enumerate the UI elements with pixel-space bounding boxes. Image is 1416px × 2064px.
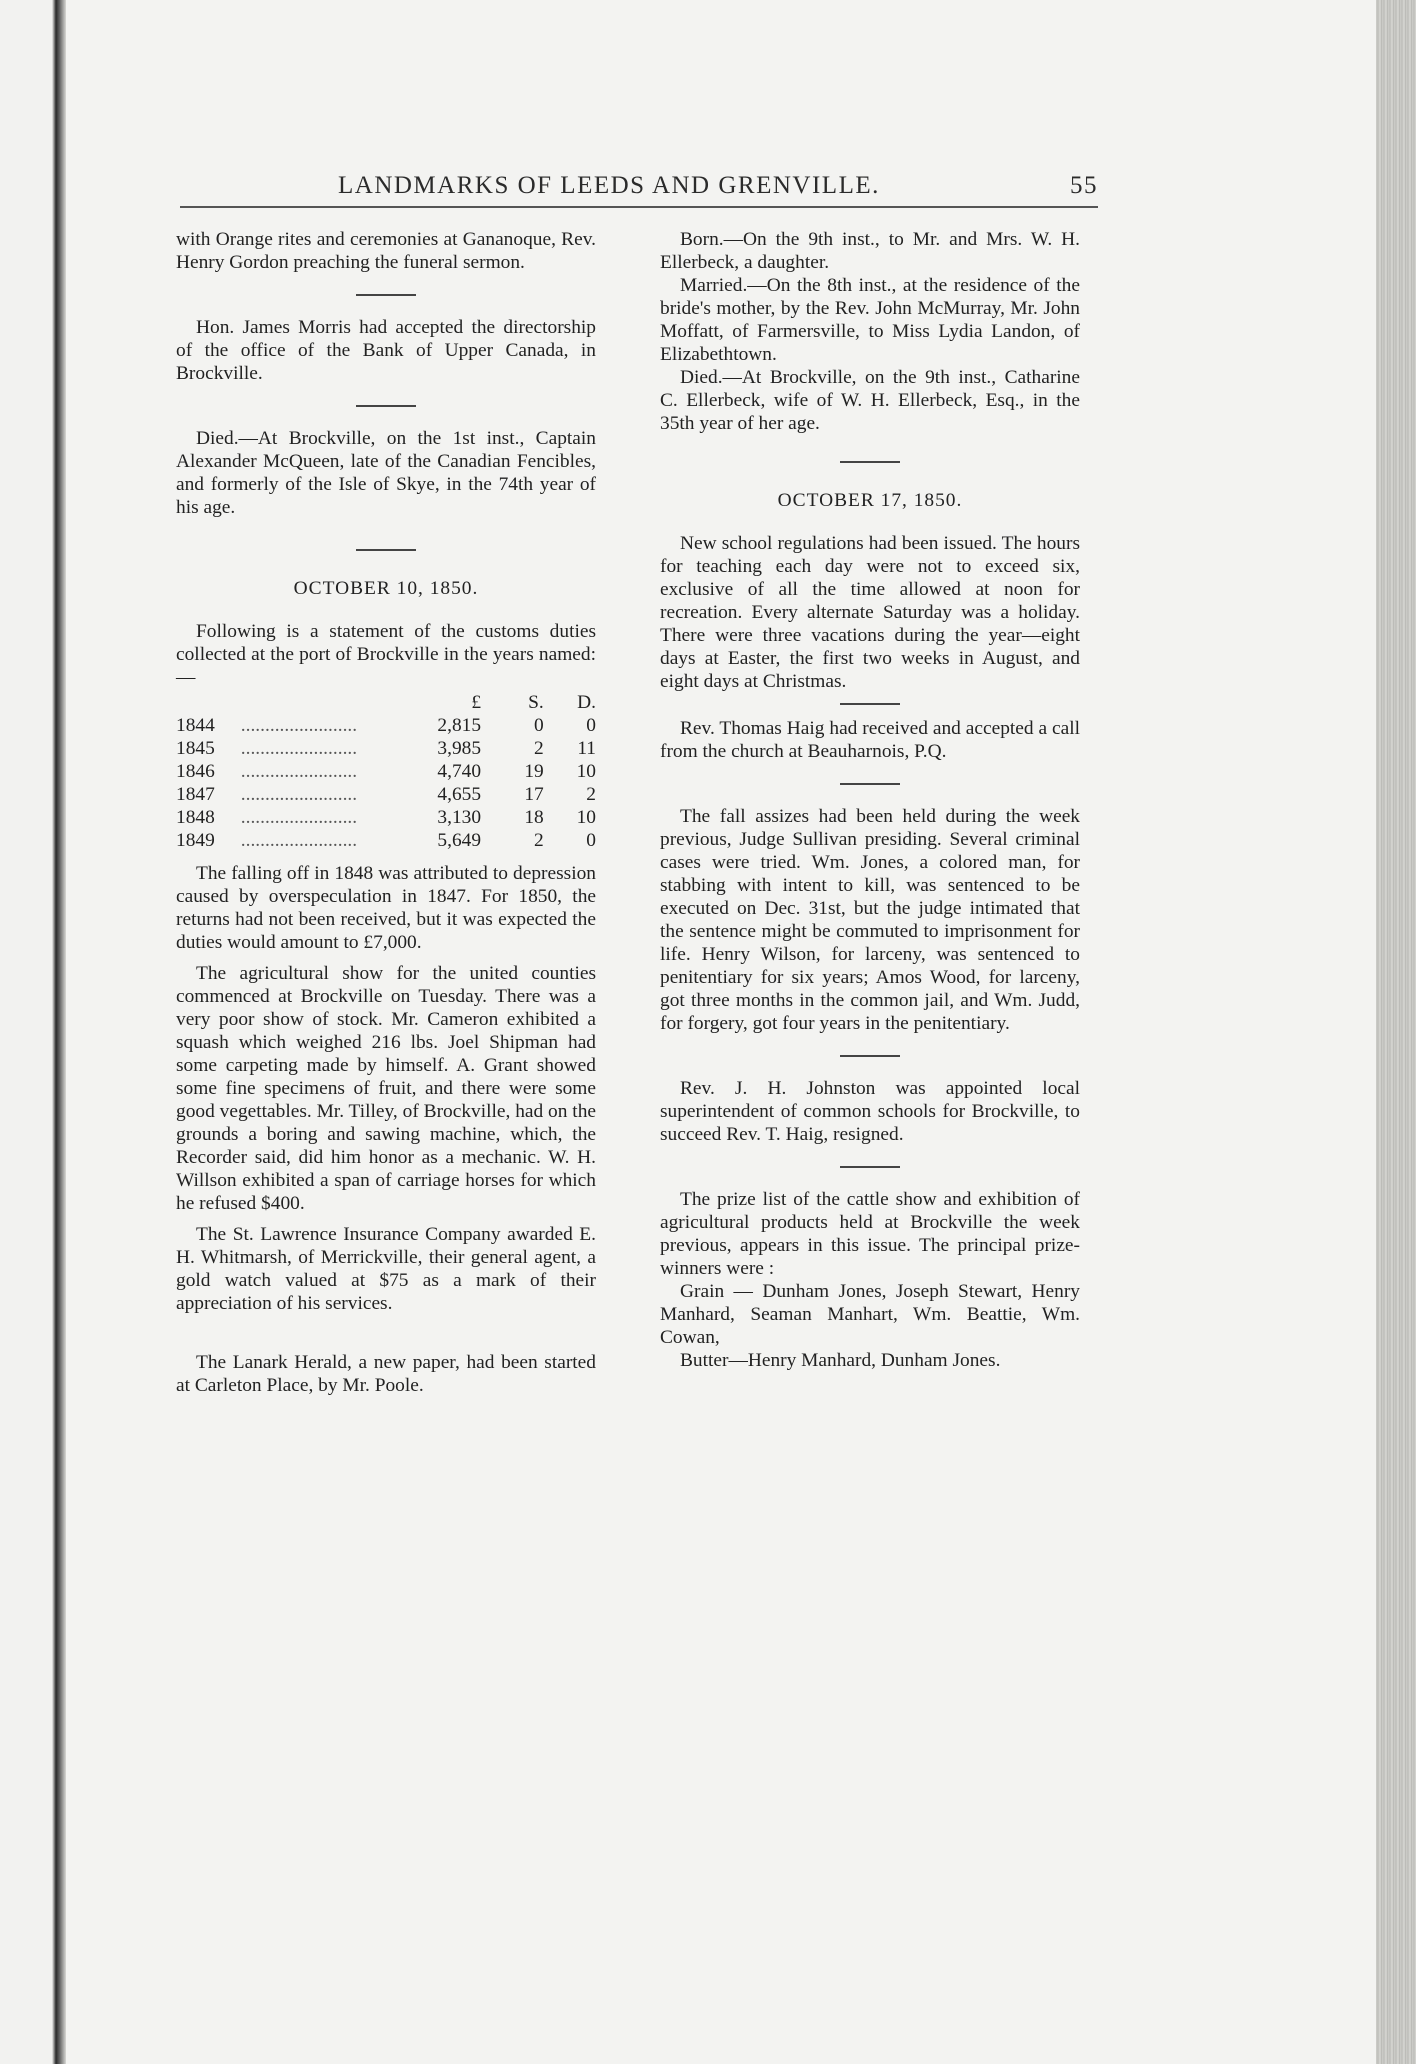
- column-header: £: [471, 692, 482, 713]
- section-divider: [356, 405, 416, 407]
- section-divider: [840, 703, 900, 705]
- column-header: D.: [577, 692, 596, 713]
- paragraph: The St. Lawrence Insurance Company awarded E. H. Whitmarsh, of Merrickville, their general agent, a gold watch valued at $75 as a mark of their appreciation of his services.: [176, 1224, 596, 1314]
- table-row: 1848 ........................ 3,130 18 10: [176, 807, 596, 828]
- paragraph: The prize list of the cattle show and exhibition of agricultural products held at Brockville the week previous, appears in this issue. The principal prize-winners were :: [660, 1189, 1080, 1279]
- date-heading: OCTOBER 17, 1850.: [777, 490, 963, 511]
- section-divider: [356, 294, 416, 296]
- paragraph: The fall assizes had been held during the week previous, Judge Sullivan presiding. Several criminal cases were tried. Wm. Jones, a colored man, for stabbing with intent to kill, was sentenced to be executed on Dec. 31st, but the judge intimated that the sentence might be commuted to imprisonment for life. Henry Wilson, for larceny, was sentenced to penitentiary for six years; Amos Wood, for larceny, got three months in the common jail, and Wm. Judd, for forgery, got four years in the penitentiary.: [660, 806, 1080, 1034]
- section-divider: [840, 1055, 900, 1057]
- section-divider: [840, 1166, 900, 1168]
- paragraph: The agricultural show for the united counties commenced at Brockville on Tuesday. There was a very poor show of stock. Mr. Cameron exhibited a squash which weighed 216 lbs. Joel Shipman had some carpeting made by himself. A. Grant showed some fine specimens of fruit, and there were some good vegettables. Mr. Tilley, of Brockville, had on the grounds a boring and sawing machine, which, the Recorder said, did him honor as a mechanic. W. H. Willson exhibited a span of carriage horses for which he refused $400.: [176, 963, 596, 1214]
- header-rule: [180, 206, 1098, 208]
- table-row: 1849 ........................ 5,649 2 0: [176, 830, 596, 851]
- paragraph: Rev. Thomas Haig had received and accepted a call from the church at Beauharnois, P.Q.: [660, 718, 1080, 762]
- paragraph: with Orange rites and ceremonies at Gananoque, Rev. Henry Gordon preaching the funeral sermon.: [176, 229, 596, 273]
- table-row: 1844 ........................ 2,815 0 0: [176, 715, 596, 736]
- right-column: [660, 228, 1080, 1372]
- paragraph: Following is a statement of the customs duties collected at the port of Brockville in the years named:—: [176, 621, 596, 688]
- paragraph: Butter—Henry Manhard, Dunham Jones.: [680, 1350, 1001, 1371]
- section-divider: [840, 783, 900, 785]
- running-header: [180, 168, 1098, 204]
- paragraph: New school regulations had been issued. The hours for teaching each day were not to exceed six, exclusive of all the time allowed at noon for recreation. Every alternate Saturday was a holiday. There were three vacations during the year—eight days at Easter, the first two weeks in August, and eight days at Christmas.: [660, 533, 1080, 692]
- table-row: 1846 ........................ 4,740 19 10: [176, 761, 596, 782]
- page-number: 55: [1070, 172, 1098, 199]
- paragraph: The Lanark Herald, a new paper, had been started at Carleton Place, by Mr. Poole.: [176, 1352, 596, 1396]
- paragraph: Married.—On the 8th inst., at the residence of the bride's mother, by the Rev. John McMurray, Mr. John Moffatt, of Farmersville, to Miss Lydia Landon, of Elizabethtown.: [660, 275, 1080, 365]
- paragraph: Rev. J. H. Johnston was appointed local superintendent of common schools for Brockville, to succeed Rev. T. Haig, resigned.: [660, 1078, 1080, 1145]
- paragraph: Died.—At Brockville, on the 1st inst., Captain Alexander McQueen, late of the Canadian Fencibles, and formerly of the Isle of Skye, in the 74th year of his age.: [176, 428, 596, 518]
- table-row: 1845 ........................ 3,985 2 11: [176, 738, 596, 759]
- customs-duties-table: [176, 691, 596, 852]
- table-row: 1847 ........................ 4,655 17 2: [176, 784, 596, 805]
- left-column: [176, 228, 596, 1397]
- paragraph: Hon. James Morris had accepted the directorship of the office of the Bank of Upper Canada, in Brockville.: [176, 317, 596, 384]
- section-divider: [356, 549, 416, 551]
- date-heading: OCTOBER 10, 1850.: [293, 578, 479, 599]
- table-header-row: [176, 691, 596, 714]
- section-divider: [840, 461, 900, 463]
- running-title: LANDMARKS OF LEEDS AND GRENVILLE.: [338, 172, 880, 199]
- page-stack-edge: [1376, 0, 1416, 2064]
- column-header: S.: [528, 692, 544, 713]
- paragraph: Died.—At Brockville, on the 9th inst., Catharine C. Ellerbeck, wife of W. H. Ellerbeck, Esq., in the 35th year of her age.: [660, 367, 1080, 434]
- paragraph: The falling off in 1848 was attributed to depression caused by overspeculation in 1847. For 1850, the returns had not been received, but it was expected the duties would amount to £7,000.: [176, 863, 596, 953]
- paragraph: Born.—On the 9th inst., to Mr. and Mrs. W. H. Ellerbeck, a daughter.: [660, 229, 1080, 273]
- book-spine-edge: [0, 0, 66, 2064]
- paragraph: Grain — Dunham Jones, Joseph Stewart, Henry Manhard, Seaman Manhart, Wm. Beattie, Wm. Cowan,: [660, 1281, 1080, 1348]
